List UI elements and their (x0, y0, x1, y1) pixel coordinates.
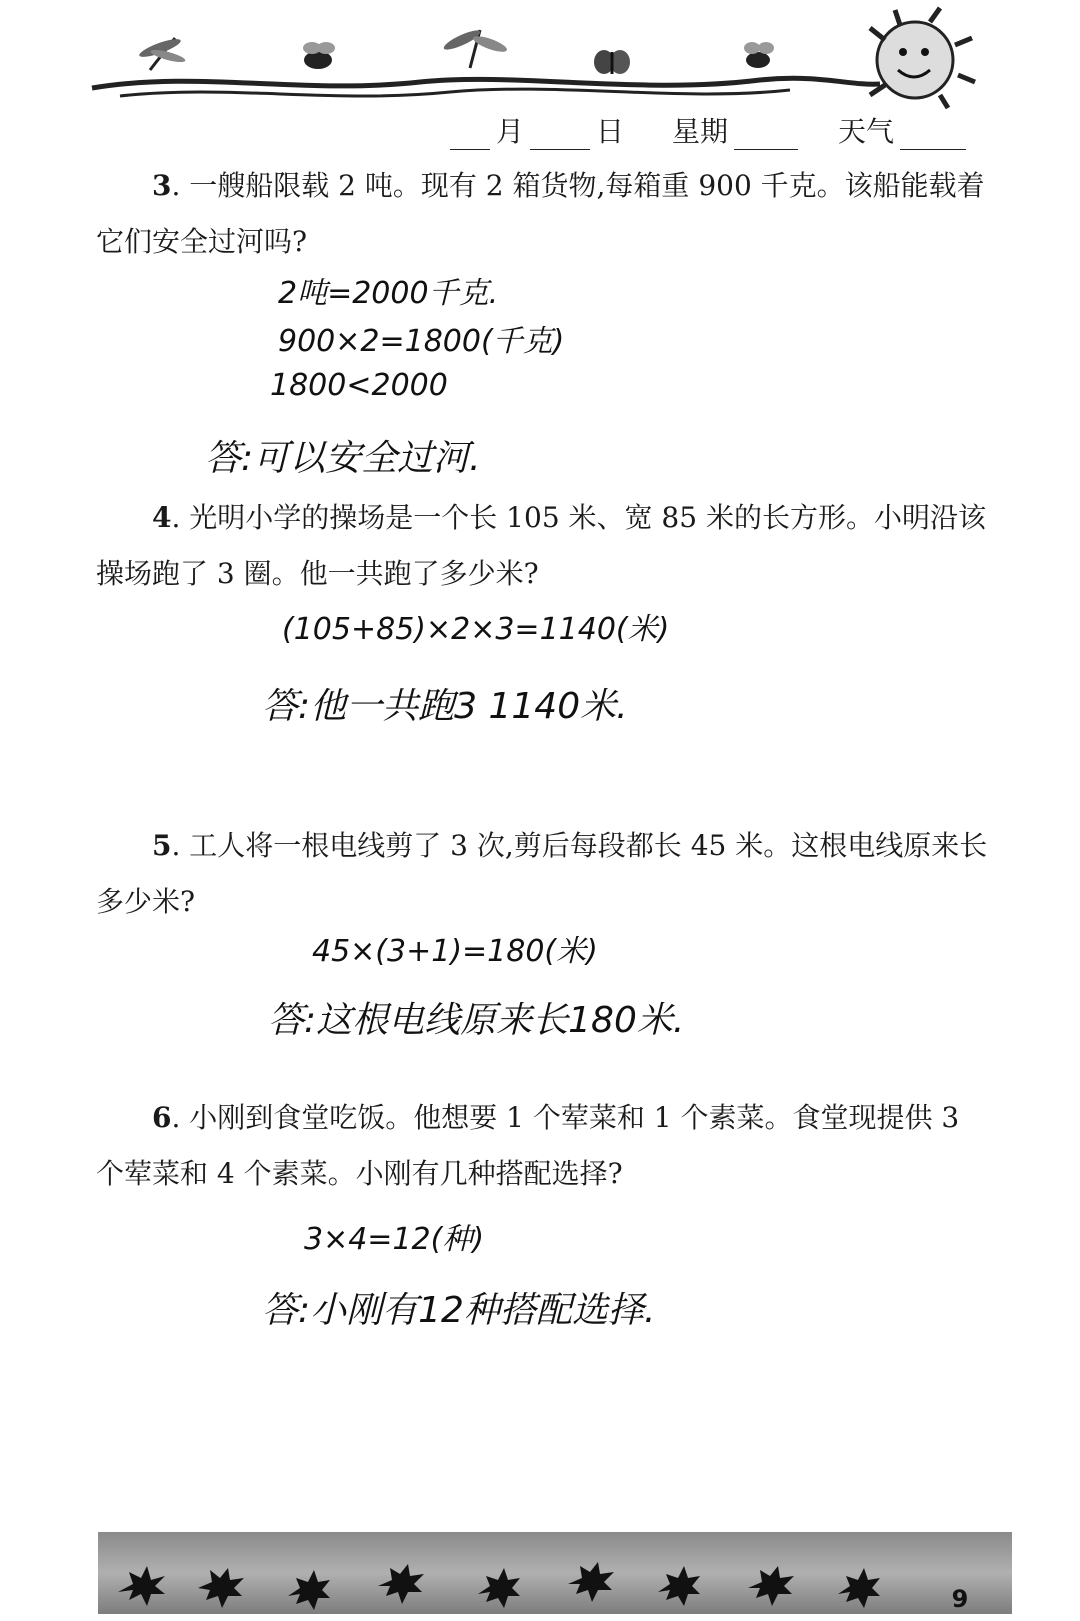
day-label: 日 (596, 115, 625, 148)
problem-number: 6 (152, 1101, 172, 1134)
answer-line: 答:这根电线原来长180米. (268, 1000, 685, 1041)
page-number: 9 (951, 1585, 969, 1613)
leaves-icon (98, 1532, 1012, 1614)
problem-number: 3 (152, 169, 172, 202)
work-line: 3×4=12(种) (304, 1222, 485, 1257)
answer-line: 答:小刚有12种搭配选择. (262, 1290, 656, 1331)
date-weather-line (450, 110, 1010, 150)
answer-line: 答:可以安全过河. (205, 438, 481, 479)
bee-icon (303, 42, 335, 69)
problem-6 (96, 1090, 996, 1202)
problem-text: . 工人将一根电线剪了 3 次,剪后每段都长 45 米。这根电线原来长多少米? (96, 829, 988, 918)
work-line: 900×2=1800(千克) (278, 324, 565, 359)
answer-line: 答:他一共跑3 1140米. (262, 686, 628, 727)
bee-icon (744, 42, 774, 68)
weekday-label: 星期 (672, 115, 729, 148)
work-line: (105+85)×2×3=1140(米) (282, 612, 670, 647)
problem-text: . 小刚到食堂吃饭。他想要 1 个荤菜和 1 个素菜。食堂现提供 3 个荤菜和 4 个素菜。小刚有几种搭配选择? (96, 1101, 960, 1190)
footer-decoration (98, 1532, 1012, 1614)
work-line: 45×(3+1)=180(米) (312, 934, 598, 969)
dragonfly-icon (442, 27, 509, 68)
weather-label: 天气 (838, 115, 895, 148)
problem-number: 4 (152, 501, 172, 534)
day-blank[interactable] (530, 119, 590, 150)
sun-icon (870, 8, 975, 108)
month-blank[interactable] (450, 119, 490, 150)
work-line: 2吨=2000千克. (278, 276, 499, 311)
weekday-blank[interactable] (734, 119, 798, 150)
butterfly-icon (594, 50, 630, 74)
header-decoration (0, 0, 1080, 110)
problem-4 (96, 490, 996, 602)
problem-text: . 一艘船限载 2 吨。现有 2 箱货物,每箱重 900 千克。该船能载着它们安全过河吗? (96, 169, 985, 258)
problem-3 (96, 158, 996, 270)
problem-number: 5 (152, 829, 172, 862)
work-line: 1800<2000 (270, 368, 448, 403)
month-label: 月 (496, 115, 525, 148)
problem-text: . 光明小学的操场是一个长 105 米、宽 85 米的长方形。小明沿该操场跑了 3 圈。他一共跑了多少米? (96, 501, 986, 590)
problem-5 (96, 818, 996, 930)
dragonfly-icon (138, 36, 187, 70)
weather-blank[interactable] (900, 119, 966, 150)
